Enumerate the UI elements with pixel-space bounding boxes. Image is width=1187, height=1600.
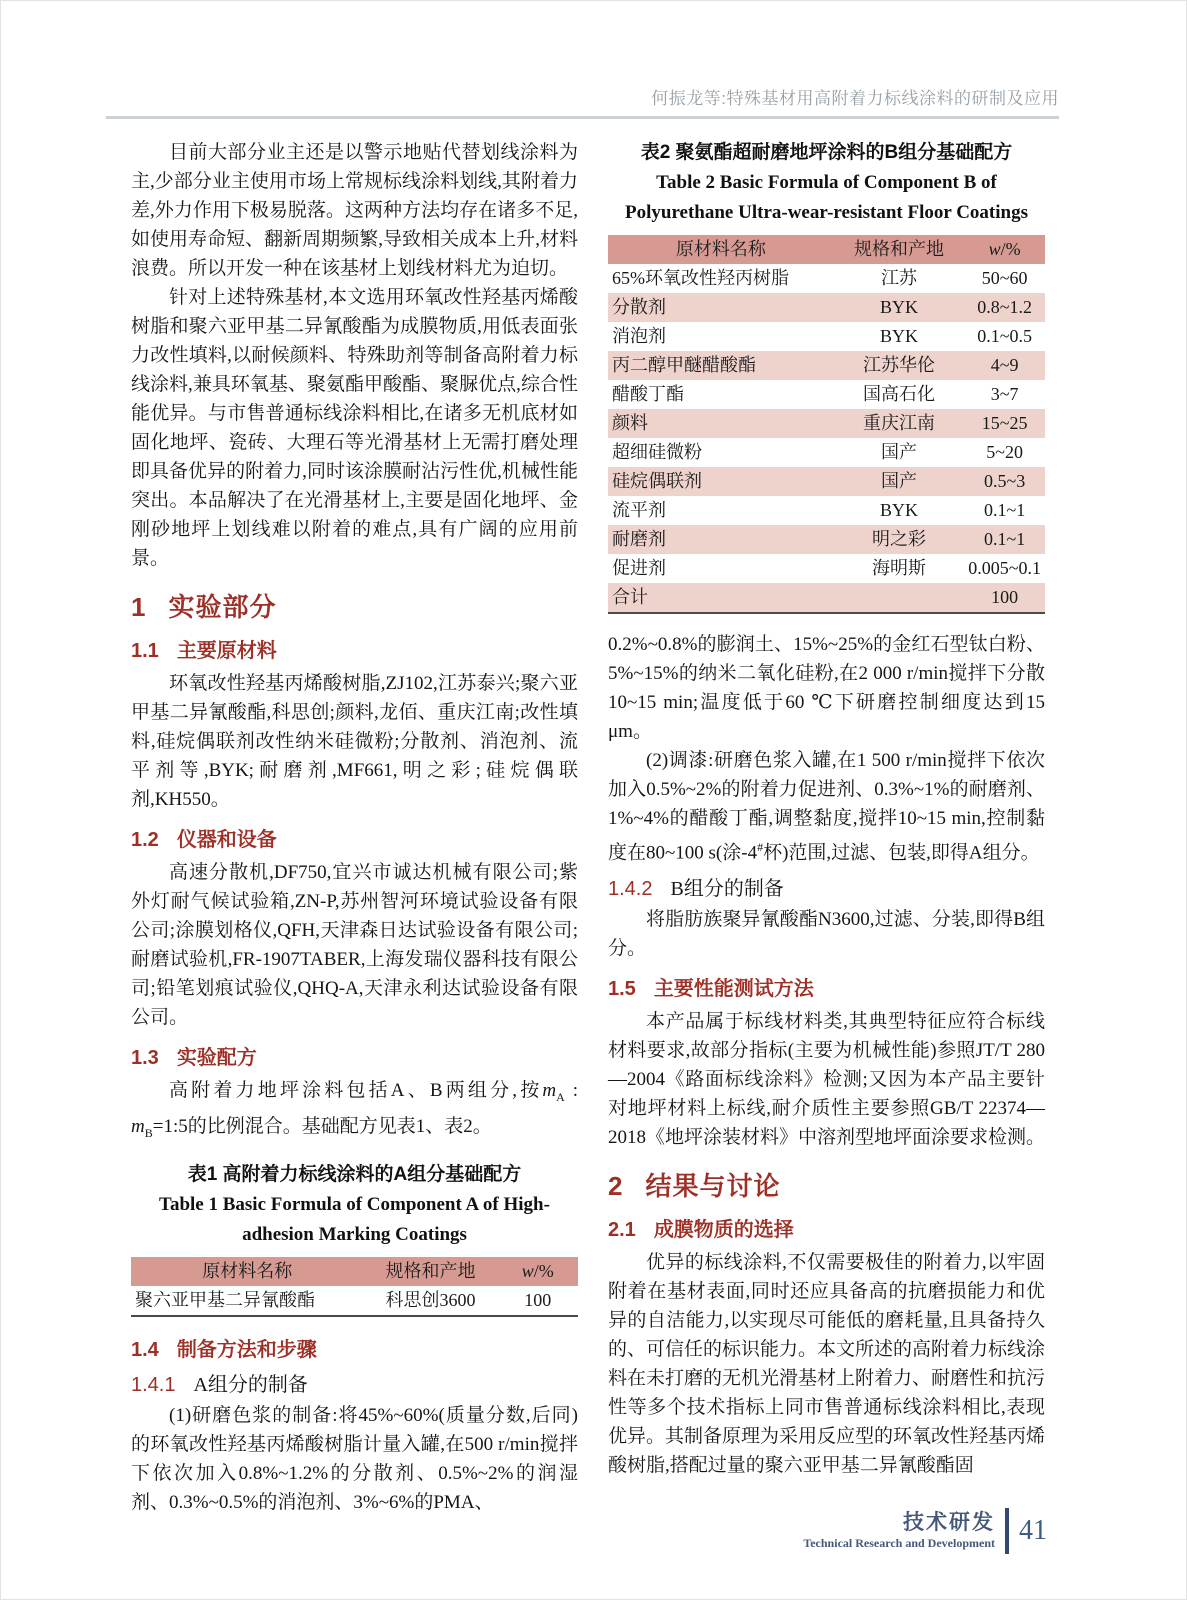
section-heading-1-4 (131, 1333, 578, 1362)
cell-wpercent: 15~25 (981, 413, 1028, 433)
cell-spec: 国高石化 (863, 384, 936, 404)
paragraph-test-methods: 本产品属于标线材料类,其典型特征应符合标线材料要求,故部分指标(主要为机械性能)参照JT/T 280—2004《路面标线涂料》检测;又因为本产品主要针对地坪材料上标线,耐介质性主要参照GB/T 22374—2018《地坪涂装材料》中溶剂型地坪面涂要求检测。 (608, 1011, 1046, 1149)
cell-wpercent: 0.8~1.2 (977, 297, 1032, 317)
cell-material: 超细硅微粉 (612, 442, 702, 462)
column-header-wpercent (964, 235, 1045, 264)
table1-caption-cn: 表1 高附着力标线涂料的A组分基础配方 (187, 1163, 522, 1185)
section-number: 2.1 (608, 1219, 636, 1242)
cell-material: 丙二醇甲醚醋酸酯 (612, 355, 756, 375)
section-title: 实验配方 (176, 1047, 257, 1069)
cell-material: 硅烷偶联剂 (612, 471, 702, 491)
table-row (608, 264, 1045, 293)
text-segment: (2)调漆:研磨色浆入罐,在1 500 r/min搅拌下依次加入0.5%~2%的附着力促进剂、0.3%~1%的耐磨剂、1%~4%的醋酸丁酯,调整黏度,搅拌10~15 min,控制黏度在80~100 s(涂-4 (608, 750, 1045, 864)
table2-caption-en: Table 2 Basic Formula of Component B of Polyurethane Ultra-wear-resistant Floor Coatings (625, 172, 1028, 223)
cell-spec: 江苏华伦 (863, 355, 936, 375)
running-head-area (106, 84, 1059, 119)
cell-material: 颜料 (612, 413, 648, 433)
section-heading-2-1 (608, 1213, 1045, 1242)
table-row (608, 351, 1045, 380)
table2-caption-cn: 表2 聚氨酯超耐磨地坪涂料的B组分基础配方 (640, 142, 1013, 163)
column-header-material: 原材料名称 (202, 1260, 293, 1281)
cell-spec: 明之彩 (872, 529, 927, 549)
section-title: A组分的制备 (193, 1373, 308, 1396)
section-heading-1-4-2 (608, 872, 1045, 901)
table-row (608, 467, 1045, 496)
section-number: 1.4 (131, 1338, 159, 1361)
table1-caption (131, 1160, 578, 1250)
section-heading-1-4-1 (131, 1368, 578, 1397)
section-number: 1.5 (608, 978, 636, 1001)
two-column-body (131, 138, 1045, 1517)
cell-wpercent: 0.5~3 (983, 471, 1026, 491)
section-number: 1.2 (131, 829, 159, 851)
table1-body (131, 1286, 578, 1316)
paragraph-raw-materials: 环氧改性羟基丙烯酸树脂,ZJ102,江苏泰兴;聚六亚甲基二异氰酸酯,科思创;颜料,龙佰、重庆江南;改性填料,硅烷偶联剂改性纳米硅微粉;分散剂、消泡剂、流平剂等,BYK;耐磨剂,MF661,明之彩;硅烷偶联剂,KH550。 (131, 673, 578, 810)
table-row (608, 409, 1045, 438)
cell-material: 醋酸丁酯 (612, 384, 684, 404)
table-row (608, 496, 1045, 525)
paragraph-instruments: 高速分散机,DF750,宜兴市诚达机械有限公司;紫外灯耐气候试验箱,ZN-P,苏州智河环境试验设备有限公司;涂膜划格仪,QFH,天津森日达试验设备有限公司;耐磨试验机,FR-1907TABER,上海发瑞仪器科技有限公司;铅笔划痕试验仪,QHQ-A,天津永利达试验设备有限公司。 (131, 862, 578, 1028)
right-column (608, 138, 1045, 1517)
cell-wpercent: 100 (524, 1289, 552, 1310)
section-number: 1.3 (131, 1047, 159, 1069)
paragraph-intro-1: 目前大部分业主还是以警示地贴代替划线涂料为主,少部分业主使用市场上常规标线涂料划线,其附着力差,外力作用下极易脱落。这两种方法均存在诸多不足,如使用寿命短、翻新周期频繁,导致相关成本上升,材料浪费。所以开发一种在该基材上划线材料尤为迫切。 (131, 142, 578, 279)
cell-wpercent: 3~7 (990, 384, 1019, 404)
cell-wpercent: 0.1~1 (983, 529, 1026, 549)
table2-caption (608, 138, 1045, 228)
w-symbol: w (988, 239, 1001, 259)
section-number: 1 (131, 592, 147, 622)
cell-material: 65%环氧改性羟丙树脂 (612, 268, 789, 288)
footer-section-cn: 技术研发 (903, 1511, 995, 1534)
header-rule (106, 116, 1059, 119)
section-heading-1 (131, 587, 578, 624)
variable-m: m (131, 1115, 145, 1137)
table-row (608, 525, 1045, 554)
running-head-text: 何振龙等:特殊基材用高附着力标线涂料的研制及应用 (651, 89, 1059, 108)
table-row (608, 322, 1045, 351)
table2-body (608, 264, 1045, 613)
table1-head (131, 1257, 578, 1286)
section-title: 主要原材料 (176, 640, 277, 662)
cell-material: 耐磨剂 (612, 529, 666, 549)
section-heading-1-3 (131, 1041, 578, 1070)
column-header-spec: 规格和产地 (385, 1260, 476, 1281)
section-heading-1-2 (131, 823, 578, 852)
table-row (608, 554, 1045, 583)
paragraph-film-forming: 优异的标线涂料,不仅需要极佳的附着力,以牢固附着在基材表面,同时还应具备高的抗磨损能力和优异的自洁能力,以实现尽可能低的磨耗量,且具备持久的、可信任的标识能力。本文所述的高附着力标线涂料在未打磨的无机光滑基材上附着力、耐磨性和抗污性等多个技术指标上同市售普通标线涂料相比,表现优异。其制备原理为采用反应型的环氧改性羟基丙烯酸树脂,搭配过量的聚六亚甲基二异氰酸酯固 (608, 1252, 1046, 1477)
section-heading-1-5 (608, 972, 1045, 1001)
superscript-hash: # (757, 840, 764, 854)
cell-spec: 国产 (881, 442, 918, 462)
paragraph-paint-mixing (608, 746, 1045, 867)
table2-component-b-formula (608, 235, 1045, 614)
cell-spec (834, 583, 964, 613)
cell-spec: BYK (880, 500, 919, 520)
text-segment: =1:5的比例混合。基础配方见表1、表2。 (152, 1115, 492, 1137)
column-header-wpercent (498, 1257, 578, 1286)
cell-wpercent: 5~20 (986, 442, 1023, 462)
cell-wpercent: 0.1~1 (983, 500, 1026, 520)
column-header-spec: 规格和产地 (854, 239, 945, 259)
paragraph-grinding-paste: (1)研磨色浆的制备:将45%~60%(质量分数,后同)的环氧改性羟基丙烯酸树脂计量入罐,在500 r/min搅拌下依次加入0.8%~1.2%的分散剂、0.5%~2%的润湿剂、0.3%~0.5%的消泡剂、3%~6%的PMA、 (131, 1404, 578, 1513)
section-heading-1-1 (131, 634, 578, 663)
cell-wpercent: 0.005~0.1 (968, 558, 1041, 578)
percent-unit: /% (1000, 239, 1021, 259)
cell-spec: BYK (880, 297, 919, 317)
section-number: 1.4.2 (608, 878, 653, 901)
percent-unit: /% (533, 1260, 554, 1281)
cell-material: 流平剂 (612, 500, 666, 520)
table-row (608, 293, 1045, 322)
w-symbol: w (521, 1260, 534, 1281)
paragraph-formula-ratio (131, 1076, 578, 1148)
section-title: 结果与讨论 (645, 1171, 781, 1202)
ratio-colon: : (564, 1080, 578, 1101)
left-column (131, 138, 578, 1517)
cell-spec: 江苏 (881, 268, 918, 288)
cell-wpercent: 50~60 (981, 268, 1028, 288)
cell-material: 消泡剂 (612, 326, 666, 346)
paragraph-component-b: 将脂肪族聚异氰酸酯N3600,过滤、分装,即得B组分。 (608, 909, 1045, 960)
cell-spec: 海明斯 (872, 558, 927, 578)
section-title: B组分的制备 (670, 878, 784, 901)
cell-wpercent: 0.1~0.5 (977, 326, 1032, 346)
cell-wpercent: 100 (991, 587, 1019, 607)
text-segment: 高附着力地坪涂料包括A、B两组分,按 (169, 1080, 543, 1101)
table-row (608, 380, 1045, 409)
paragraph-intro-2: 针对上述特殊基材,本文选用环氧改性羟基丙烯酸树脂和聚六亚甲基二异氰酸酯为成膜物质,用低表面张力改性填料,以耐候颜料、特殊助剂等制备高附着力标线涂料,兼具环氧基、聚氨酯甲酸酯、聚脲优点,综合性能优异。与市售普通标线涂料相比,在诸多无机底材如固化地坪、瓷砖、大理石等光滑基材上无需打磨处理即具备优异的附着力,同时该涂膜耐沾污性优,机械性能突出。本品解决了在光滑基材上,主要是固化地坪、金刚砂地坪上划线难以附着的难点,具有广阔的应用前景。 (131, 287, 578, 569)
cell-material: 合计 (612, 587, 648, 607)
cell-spec: 科思创3600 (385, 1289, 476, 1310)
paragraph-grinding-continued: 0.2%~0.8%的膨润土、15%~25%的金红石型钛白粉、5%~15%的纳米二氧化硅粉,在2 000 r/min搅拌下分散10~15 min;温度低于60 ℃下研磨控制细度达到15 μm。 (608, 634, 1045, 742)
table-header-row (608, 235, 1045, 264)
cell-spec: BYK (880, 326, 919, 346)
cell-spec: 国产 (881, 471, 918, 491)
cell-material: 分散剂 (612, 297, 666, 317)
subscript-a: A (556, 1089, 565, 1104)
cell-material: 促进剂 (612, 558, 666, 578)
table-header-row (131, 1257, 578, 1286)
table-row-total (608, 583, 1045, 613)
section-number: 1.4.1 (131, 1373, 176, 1396)
cell-wpercent: 4~9 (990, 355, 1019, 375)
section-title: 成膜物质的选择 (653, 1219, 794, 1242)
variable-m: m (542, 1080, 557, 1101)
cell-spec: 重庆江南 (863, 413, 936, 433)
table-row (131, 1286, 578, 1316)
text-segment: 杯)范围,过滤、包装,即得A组分。 (763, 842, 1040, 864)
cell-material: 聚六亚甲基二异氰酸酯 (135, 1289, 315, 1310)
page-footer (803, 1508, 1047, 1554)
subscript-b: B (144, 1125, 153, 1140)
section-number: 1.1 (131, 640, 159, 662)
footer-divider-bar (1005, 1508, 1009, 1554)
section-number: 2 (608, 1171, 624, 1202)
section-heading-2 (608, 1166, 1045, 1203)
section-title: 仪器和设备 (176, 829, 277, 851)
table1-component-a-formula (131, 1257, 578, 1317)
footer-section-label (803, 1511, 995, 1551)
page-number: 41 (1019, 1515, 1047, 1546)
section-title: 实验部分 (168, 592, 277, 622)
table-row (608, 438, 1045, 467)
table1-caption-en: Table 1 Basic Formula of Component A of High-adhesion Marking Coatings (159, 1193, 550, 1245)
table2-head (608, 235, 1045, 264)
column-header-material: 原材料名称 (675, 239, 766, 259)
section-title: 制备方法和步骤 (176, 1338, 317, 1361)
section-title: 主要性能测试方法 (653, 978, 814, 1001)
footer-section-en: Technical Research and Development (803, 1536, 995, 1550)
